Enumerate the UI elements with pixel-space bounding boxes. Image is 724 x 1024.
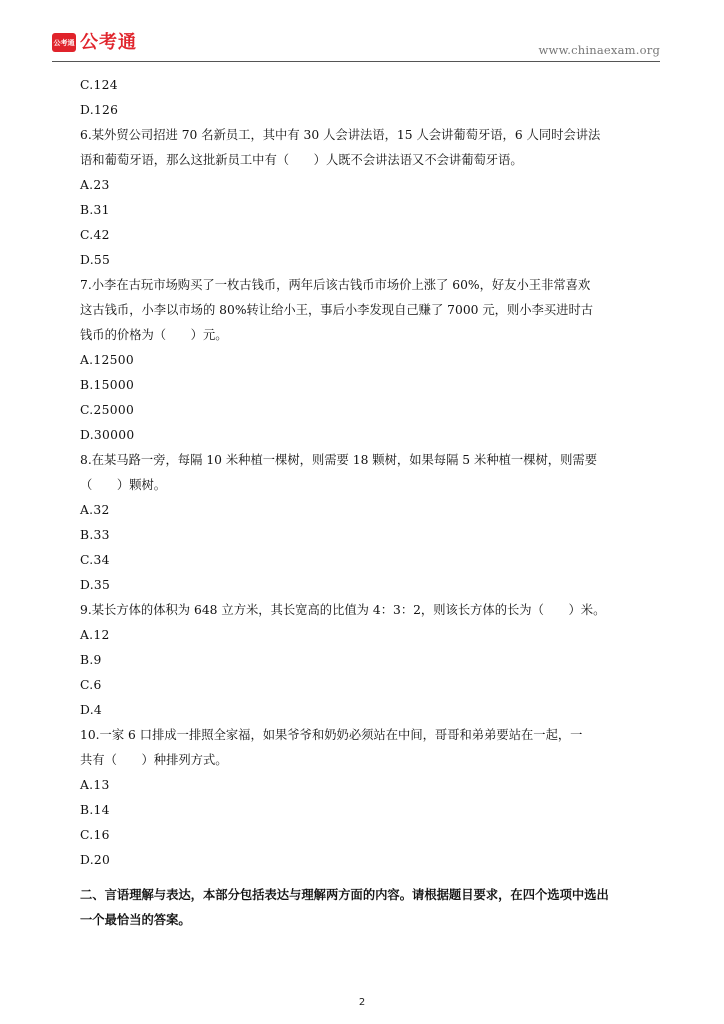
answer-option: C.124	[80, 78, 118, 92]
answer-option: D.30000	[80, 428, 135, 442]
question-text-line: 共有（ ）种排列方式。	[80, 753, 228, 767]
answer-option: B.31	[80, 203, 110, 217]
question-text-line: 这古钱币，小李以市场的 80%转让给小王，事后小李发现自己赚了 7000 元，则小李买进时古	[80, 303, 594, 317]
question-text-line: 6.某外贸公司招进 70 名新员工，其中有 30 人会讲法语，15 人会讲葡萄牙语，6 人同时会讲法	[80, 128, 601, 142]
question-list	[80, 73, 620, 873]
answer-option: A.12	[80, 628, 110, 642]
answer-option: B.15000	[80, 378, 135, 392]
question-text-line: 9.某长方体的体积为 648 立方米，其长宽高的比值为 4：3：2，则该长方体的长为（ ）米。	[80, 603, 606, 617]
answer-option: D.4	[80, 703, 103, 717]
answer-option: C.34	[80, 553, 110, 567]
answer-option: C.42	[80, 228, 110, 242]
question-text-line: 语和葡萄牙语，那么这批新员工中有（ ）人既不会讲法语又不会讲葡萄牙语。	[80, 153, 523, 167]
answer-option: A.32	[80, 503, 110, 517]
document-body	[80, 73, 620, 933]
section-heading: 二、言语理解与表达，本部分包括表达与理解两方面的内容。请根据题目要求，在四个选项中选出一个最恰当的答案。	[80, 888, 609, 927]
site-url: www.chinaexam.org	[538, 43, 660, 57]
answer-option: D.35	[80, 578, 111, 592]
answer-option: B.9	[80, 653, 102, 667]
logo	[52, 33, 137, 52]
answer-option: C.16	[80, 828, 110, 842]
question-text-line: 7.小李在古玩市场购买了一枚古钱币，两年后该古钱币市场价上涨了 60%，好友小王非常喜欢	[80, 278, 591, 292]
answer-option: A.13	[80, 778, 110, 792]
header-divider	[52, 61, 660, 62]
question-text-line: 8.在某马路一旁，每隔 10 米种植一棵树，则需要 18 颗树，如果每隔 5 米种植一棵树，则需要	[80, 453, 597, 467]
answer-option: C.6	[80, 678, 102, 692]
page-header	[0, 0, 724, 62]
answer-option: C.25000	[80, 403, 135, 417]
question-text-line: （ ）颗树。	[80, 478, 167, 492]
question-text-line: 10.一家 6 口排成一排照全家福，如果爷爷和奶奶必须站在中间，哥哥和弟弟要站在一起，一	[80, 728, 583, 742]
answer-option: D.20	[80, 853, 111, 867]
logo-text: 公考通	[80, 31, 137, 53]
page-number: 2	[358, 997, 366, 1008]
answer-option: D.55	[80, 253, 111, 267]
question-text-line: 钱币的价格为（ ）元。	[80, 328, 228, 342]
answer-option: D.126	[80, 103, 119, 117]
answer-option: A.23	[80, 178, 110, 192]
answer-option: B.33	[80, 528, 110, 542]
answer-option: B.14	[80, 803, 110, 817]
answer-option: A.12500	[80, 353, 135, 367]
logo-badge-icon: 公考通	[52, 33, 76, 52]
